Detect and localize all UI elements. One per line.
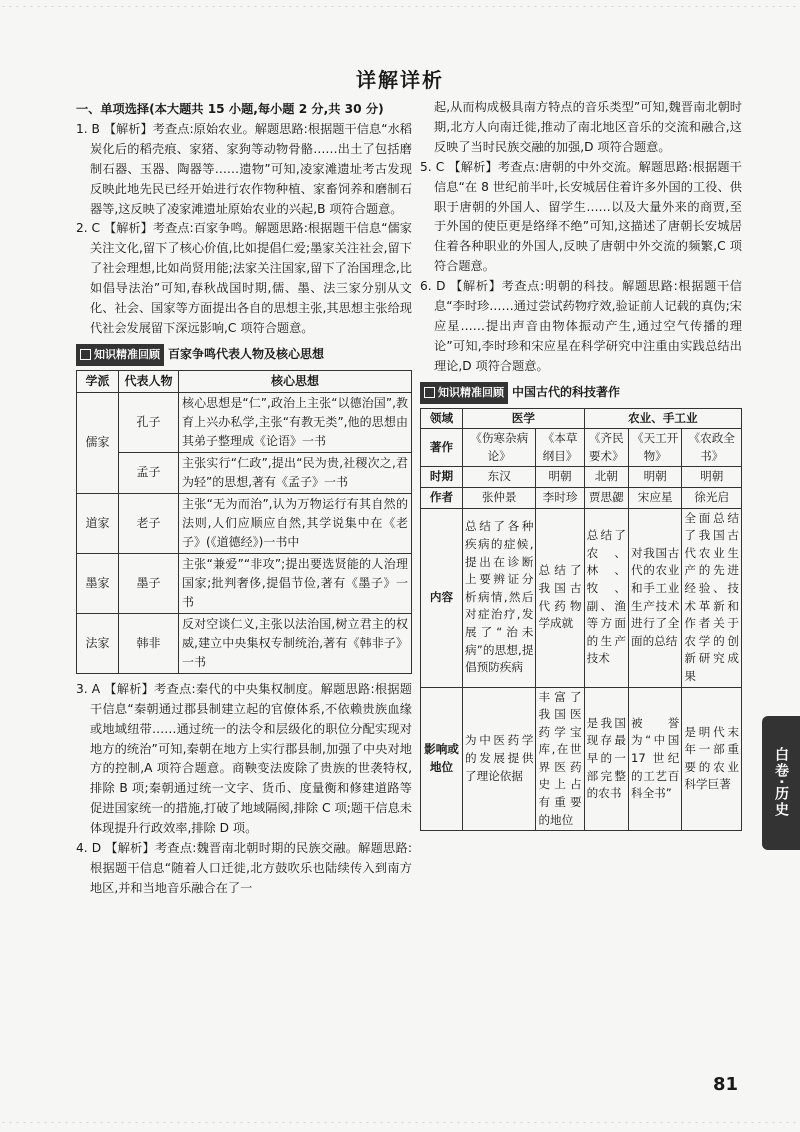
- left-column: [76, 100, 412, 899]
- table-row: [77, 392, 412, 452]
- table-header: 核心思想: [179, 370, 412, 392]
- page-title: 详解详析: [356, 68, 444, 92]
- answer-4: 4. D 【解析】考查点:魏晋南北朝时期的民族交融。解题思路:根据题干信息“随着人口迁徙,北方鼓吹乐也陆续传入到南方地区,并和当地音乐融合在了一: [76, 841, 412, 895]
- knowledge-tag: 知识精准回顾: [420, 382, 508, 404]
- right-column: [420, 98, 742, 831]
- scan-noise-top: [0, 4, 800, 10]
- person-cell: 老子: [119, 493, 179, 553]
- row-label: 著作: [421, 429, 463, 467]
- school-cell: 道家: [77, 493, 119, 553]
- person-cell: 孔子: [119, 392, 179, 452]
- answer-1: 1. B 【解析】考查点:原始农业。解题思路:根据题干信息“水稻炭化后的稻壳痕、家猪、家狗等动物骨骼……出土了包括磨制石器、玉器、陶器等……遗物”可知,凌家滩遗址考古发现反映此地先民已经开始进行农作物种植、家畜饲养和磨制石器等,这反映了凌家滩遗址原始农业的兴起,B 项符合题意。: [76, 121, 412, 216]
- person-cell: 孟子: [119, 452, 179, 493]
- period-cell: 明朝: [628, 467, 681, 488]
- content-cell: 总结了各种疾病的症候,提出在诊断上要辨证分析病情,然后对症治疗,发展了“治未病”的思想,提倡预防疾病: [463, 508, 536, 687]
- page-number: 81: [712, 1074, 738, 1095]
- answer-4-continued: 起,从而构成极具南方特点的音乐类型”可知,魏晋南北朝时期,北方人向南迁徙,推动了南北地区音乐的交流和融合,这反映了当时民族交融的加强,D 项符合题意。: [434, 100, 742, 154]
- school-cell: 法家: [77, 613, 119, 673]
- idea-cell: 反对空谈仁义,主张以法治国,树立君主的权威,建立中央集权专制统治,著有《韩非子》一书: [179, 613, 412, 673]
- scan-noise-bottom: [0, 1120, 800, 1126]
- impact-cell: 是明代末年一部重要的农业科学巨著: [682, 687, 742, 831]
- content-cell: 全面总结了我国古代农业生产的先进经验、技术革新和作者关于农学的创新研究成果: [682, 508, 742, 687]
- impact-cell: 是我国现存最早的一部完整的农书: [584, 687, 628, 831]
- idea-cell: 主张“无为而治”,认为万物运行有其自然的法则,人们应顺应自然,其学说集中在《老子》(《道德经》)一书中: [179, 493, 412, 553]
- content-cell: 总结了农、林、牧、副、渔等方面的生产技术: [584, 508, 628, 687]
- period-cell: 北朝: [584, 467, 628, 488]
- answer-6: 6. D 【解析】考查点:明朝的科技。解题思路:根据题干信息“李时珍……通过尝试药物疗效,验证前人记载的真伪;宋应星……提出声音由物体振动产生,通过空气传播的理论”可知,李时珍和宋应星在科学研究中注重由实践总结出理论,D 项符合题意。: [420, 279, 742, 373]
- period-cell: 东汉: [463, 467, 536, 488]
- table-row: [421, 408, 742, 429]
- author-cell: 张仲景: [463, 487, 536, 508]
- row-label: 影响或地位: [421, 687, 463, 831]
- book-icon: [80, 349, 91, 360]
- work-cell: 《齐民要术》: [584, 429, 628, 467]
- field-cell: 医学: [463, 408, 585, 429]
- work-cell: 《伤寒杂病论》: [463, 429, 536, 467]
- section-heading: 一、单项选择(本大题共 15 小题,每小题 2 分,共 30 分): [76, 102, 384, 116]
- knowledge-heading-1: [76, 344, 412, 366]
- work-cell: 《农政全书》: [682, 429, 742, 467]
- author-cell: 徐光启: [682, 487, 742, 508]
- author-cell: 宋应星: [628, 487, 681, 508]
- table-row: [77, 613, 412, 673]
- work-cell: 《本草纲目》: [536, 429, 584, 467]
- table-header: 代表人物: [119, 370, 179, 392]
- content-cell: 总结了我国古代药物学成就: [536, 508, 584, 687]
- table-header-row: [77, 370, 412, 392]
- table-row: [77, 493, 412, 553]
- period-cell: 明朝: [682, 467, 742, 488]
- answer-2: 2. C 【解析】考查点:百家争鸣。解题思路:根据题干信息“儒家关注文化,留下了核心价值,比如提倡仁爱;墨家关注社会,留下了社会理想,比如尚贤用能;法家关注国家,留下了治国理念,比如倡导法治”可知,春秋战国时期,儒、墨、法三家分别从文化、社会、国家等方面提出各自的思想主张,其思想主张给现代社会发展留下深远影响,C 项符合题意。: [76, 221, 412, 335]
- row-label: 作者: [421, 487, 463, 508]
- table-row: [421, 508, 742, 687]
- knowledge-title: 中国古代的科技著作: [512, 384, 621, 399]
- table-row: [421, 687, 742, 831]
- table-row: [421, 467, 742, 488]
- knowledge-heading-2: [420, 382, 742, 404]
- content-cell: 对我国古代的农业和手工业生产技术进行了全面的总结: [628, 508, 681, 687]
- tech-works-table: [420, 408, 742, 832]
- person-cell: 墨子: [119, 553, 179, 613]
- impact-cell: 丰富了我国医药学宝库,在世界医药史上占有重要的地位: [536, 687, 584, 831]
- school-cell: 墨家: [77, 553, 119, 613]
- person-cell: 韩非: [119, 613, 179, 673]
- period-cell: 明朝: [536, 467, 584, 488]
- table-header: 学派: [77, 370, 119, 392]
- idea-cell: 主张实行“仁政”,提出“民为贵,社稷次之,君为轻”的思想,著有《孟子》一书: [179, 452, 412, 493]
- table-row: [421, 429, 742, 467]
- knowledge-title: 百家争鸣代表人物及核心思想: [168, 346, 325, 361]
- table-row: [77, 553, 412, 613]
- table-row: [421, 487, 742, 508]
- work-cell: 《天工开物》: [628, 429, 681, 467]
- table-row: [77, 452, 412, 493]
- author-cell: 李时珍: [536, 487, 584, 508]
- school-cell: 儒家: [77, 392, 119, 493]
- side-tab: 白卷·历史: [762, 716, 800, 850]
- answer-5: 5. C 【解析】考查点:唐朝的中外交流。解题思路:根据题干信息“在 8 世纪前半叶,长安城居住着许多外国的工役、供职于唐朝的外国人、留学生……以及大量外来的商贾,至于外国的使臣更是络绎不绝”可知,这描述了唐朝长安城居住着各种职业的外国人,反映了唐朝中外交流的频繁,C 项符合题意。: [420, 159, 742, 274]
- idea-cell: 主张“兼爱”“非攻”;提出要选贤能的人治理国家;批判奢侈,提倡节俭,著有《墨子》一书: [179, 553, 412, 613]
- book-icon: [424, 387, 435, 398]
- author-cell: 贾思勰: [584, 487, 628, 508]
- answer-3: 3. A 【解析】考查点:秦代的中央集权制度。解题思路:根据题干信息“秦朝通过郡县制建立起的官僚体系,不依赖贵族血缘或地域纽带……通过统一的法令和层级化的职位分配实现对地方的统治”可知,秦朝在地方上实行郡县制,加强了中央对地方的控制,A 项符合题意。商鞅变法废除了贵族的世袭特权,排除 B 项;秦朝通过统一文字、货币、度量衡和修建道路等促进国家统一的措施,打破了地域隔阂,排除 C 项;题干信息未体现提升行政效率,排除 D 项。: [76, 681, 412, 836]
- impact-cell: 被誉为“中国 17 世纪的工艺百科全书”: [628, 687, 681, 831]
- field-cell: 农业、手工业: [584, 408, 741, 429]
- schools-table: [76, 370, 412, 674]
- knowledge-tag: 知识精准回顾: [76, 344, 164, 366]
- row-label: 时期: [421, 467, 463, 488]
- row-label: 内容: [421, 508, 463, 687]
- impact-cell: 为中医药学的发展提供了理论依据: [463, 687, 536, 831]
- idea-cell: 核心思想是“仁”,政治上主张“以德治国”,教育上兴办私学,主张“有教无类”,他的思想由其弟子整理成《论语》一书: [179, 392, 412, 452]
- row-label: 领域: [421, 408, 463, 429]
